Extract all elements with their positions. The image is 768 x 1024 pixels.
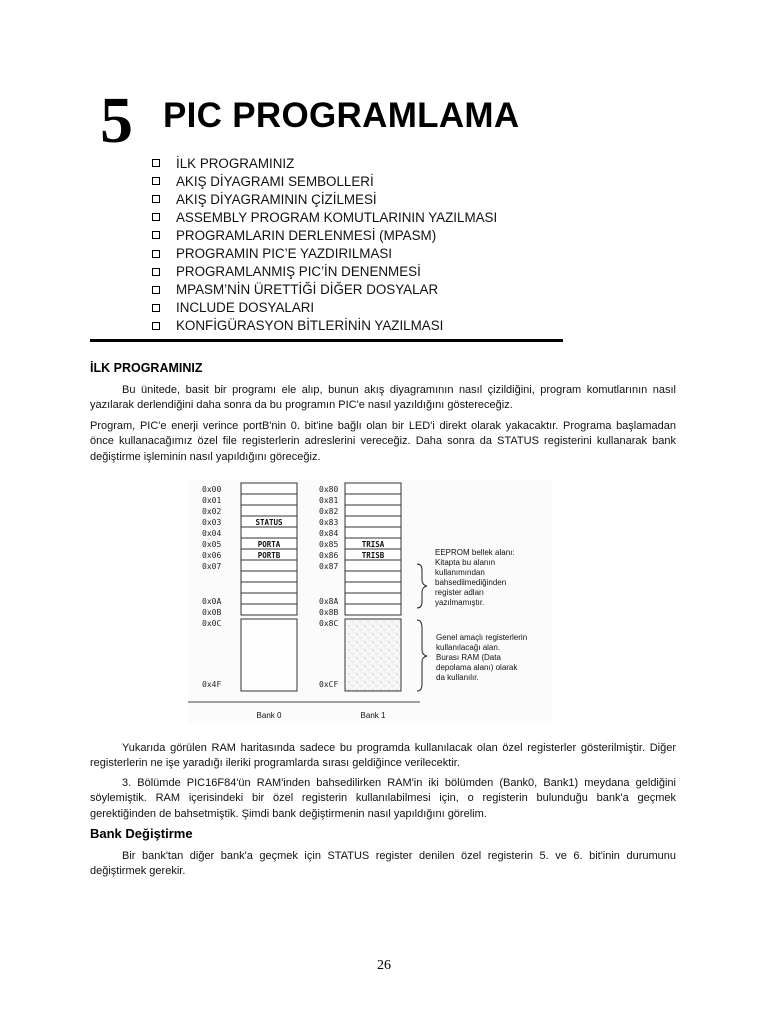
general-note-line: kullanılacağı alan.: [436, 643, 501, 652]
section-heading-bank-degistirme: Bank Değiştirme: [90, 826, 193, 841]
toc-item-label: PROGRAMLANMIŞ PIC’İN DENENMESİ: [176, 264, 421, 280]
bank0-register-cell: [241, 582, 297, 593]
ram-map-figure: [188, 480, 552, 723]
toc-item-label: KONFİGÜRASYON BİTLERİNİN YAZILMASI: [176, 318, 444, 334]
paragraph-ram-map: [90, 741, 676, 772]
register-portb: PORTB: [257, 551, 281, 560]
eeprom-note-line: register adları: [435, 588, 484, 597]
bank1-address: 0x87: [319, 562, 339, 571]
checkbox-bullet-icon: [152, 286, 160, 294]
paragraph-bank-switch-text: Bir bank'tan diğer bank'a geçmek için STATUS register denilen özel registerin 5. ve 6. bit'inin durumunu değiştirmek gerekir.: [90, 850, 676, 878]
general-note-line: Genel amaçlı registerlerin: [436, 633, 528, 642]
bank0-register-cell: [241, 494, 297, 505]
eeprom-note-line: Kitapta bu alanın: [435, 558, 496, 567]
register-porta: PORTA: [257, 540, 281, 549]
checkbox-bullet-icon: [152, 159, 160, 167]
bank0-register-cell: [241, 505, 297, 516]
chapter-title: PIC PROGRAMLAMA: [163, 96, 520, 135]
bank0-address: 0x06: [202, 551, 222, 560]
bank0-register-cell: [241, 604, 297, 615]
register-status: STATUS: [255, 518, 283, 527]
bank0-register-cell: [241, 560, 297, 571]
section-heading-ilk-programiniz: İLK PROGRAMINIZ: [90, 361, 203, 375]
bank1-register-cell: [345, 560, 401, 571]
toc-item: [152, 154, 497, 172]
bank1-address: 0x84: [319, 529, 339, 538]
bank0-address: 0x0B: [202, 608, 222, 617]
checkbox-bullet-icon: [152, 195, 160, 203]
toc-item-label: INCLUDE DOSYALARI: [176, 300, 315, 316]
toc-item-label: İLK PROGRAMINIZ: [176, 155, 295, 171]
bank0-address: 0x0A: [202, 597, 222, 606]
eeprom-note-line: bahsedilmediğinden: [435, 578, 507, 587]
toc-item: [152, 299, 497, 317]
bank0-address: 0x02: [202, 507, 222, 516]
checkbox-bullet-icon: [152, 304, 160, 312]
general-note-line: depolama alanı) olarak: [436, 663, 518, 672]
bank0-label: Bank 0: [256, 711, 282, 720]
checkbox-bullet-icon: [152, 268, 160, 276]
paragraph-intro-text: Bu ünitede, basit bir programı ele alıp, bunun akış diyagramının nasıl çizildiğini, program komutlarının nasıl yazılarak derlendiğini daha sonra da bu programın PIC'e nasıl yazıldığını göstereceğiz.: [90, 384, 676, 412]
bank1-register-cell: [345, 527, 401, 538]
bank1-general-purpose-area: [345, 619, 401, 691]
bank0-address: 0x07: [202, 562, 222, 571]
toc-item-label: PROGRAMIN PIC’E YAZDIRILMASI: [176, 246, 393, 262]
bank1-register-cell: [345, 516, 401, 527]
chapter-contents-list: [152, 154, 497, 335]
bank0-address: 0x00: [202, 485, 222, 494]
toc-item: [152, 172, 497, 190]
bank1-address: 0x80: [319, 485, 339, 494]
bank1-register-cell: [345, 571, 401, 582]
bank0-address: 0x05: [202, 540, 222, 549]
bank1-register-cell: [345, 604, 401, 615]
eeprom-note-line: EEPROM bellek alanı:: [435, 548, 515, 557]
checkbox-bullet-icon: [152, 213, 160, 221]
toc-item: [152, 244, 497, 262]
paragraph-intro: [90, 383, 676, 414]
register-trisb: TRISB: [361, 551, 385, 560]
bank0-register-cell: [241, 571, 297, 582]
bank1-address: 0x85: [319, 540, 339, 549]
bank0-general-purpose-area: [241, 619, 297, 691]
bank1-address: 0x8A: [319, 597, 339, 606]
bank1-address: 0x82: [319, 507, 339, 516]
toc-item: [152, 317, 497, 335]
paragraph-bank-background-text: 3. Bölümde PIC16F84'ün RAM'inden bahsedilirken RAM'in iki bölümden (Bank0, Bank1) meydana geldiğini söylemiştik. RAM içerisindeki bir özel registerin kullanılabilmesi için, o registerin bulunduğu bank'a geçmek gerektiğinden de bahsetmiştik. Şimdi bank değiştirmenin nasıl yapıldığını görelim.: [90, 777, 676, 820]
bank0-register-cell: [241, 527, 297, 538]
toc-item: [152, 208, 497, 226]
toc-item: [152, 281, 497, 299]
paragraph-program-text: Program, PIC'e enerji verince portB'nin 0. bit'ine bağlı olan bir LED'i direkt olarak yakacaktır. Programa başlamadan önce kullanacağımız özel file registerlerin adreslerini vereceğiz. Daha sonra da STATUS registerini kullanarak bank değiştirme işleminin nasıl yapıldığını göreceğiz.: [90, 420, 676, 463]
toc-item: [152, 263, 497, 281]
bank1-address: 0x8B: [319, 608, 339, 617]
paragraph-bank-switch: [90, 849, 676, 880]
toc-item-label: AKIŞ DİYAGRAMININ ÇİZİLMESİ: [176, 191, 377, 207]
bank1-address: 0x81: [319, 496, 339, 505]
bank1-register-rows: [345, 483, 401, 615]
checkbox-bullet-icon: [152, 322, 160, 330]
bank1-address: 0x8C: [319, 619, 339, 628]
register-trisa: TRISA: [361, 540, 385, 549]
paragraph-ram-map-text: Yukarıda görülen RAM haritasında sadece bu programda kullanılacak olan özel registerler gösterilmiştir. Diğer registerlerin ne işe yaradığı ileriki programlarda sırası geldiğince verilecektir.: [90, 742, 676, 770]
toc-item-label: PROGRAMLARIN DERLENMESİ (MPASM): [176, 227, 437, 243]
bank1-register-cell: [345, 593, 401, 604]
toc-item-label: MPASM’NİN ÜRETTİĞİ DİĞER DOSYALAR: [176, 282, 439, 298]
bank0-address: 0x4F: [202, 680, 222, 689]
bank0-register-cell: [241, 593, 297, 604]
eeprom-note-line: yazılmamıştır.: [435, 598, 485, 607]
paragraph-bank-background: [90, 776, 676, 822]
checkbox-bullet-icon: [152, 231, 160, 239]
toc-item-label: ASSEMBLY PROGRAM KOMUTLARININ YAZILMASI: [176, 209, 498, 225]
bank0-register-rows: [241, 483, 297, 615]
bank0-address: 0x03: [202, 518, 222, 527]
bank1-address: 0x83: [319, 518, 339, 527]
paragraph-program-description: [90, 419, 676, 465]
bank1-address: 0x86: [319, 551, 339, 560]
eeprom-note-line: kullanımından: [435, 568, 485, 577]
toc-item-label: AKIŞ DİYAGRAMI SEMBOLLERİ: [176, 173, 374, 189]
bank0-register-cell: [241, 483, 297, 494]
page-number: 26: [377, 958, 391, 973]
bank1-label: Bank 1: [360, 711, 386, 720]
toc-item: [152, 190, 497, 208]
bank1-register-cell: [345, 483, 401, 494]
bank1-register-cell: [345, 494, 401, 505]
chapter-number: 5: [100, 84, 133, 157]
checkbox-bullet-icon: [152, 250, 160, 258]
general-note-line: Burası RAM (Data: [436, 653, 501, 662]
section-divider: [90, 339, 563, 342]
bank0-address: 0x0C: [202, 619, 222, 628]
bank0-address: 0x04: [202, 529, 222, 538]
bank1-register-cell: [345, 505, 401, 516]
bank1-register-cell: [345, 582, 401, 593]
general-note-line: da kullanılır.: [436, 673, 479, 682]
bank0-address: 0x01: [202, 496, 222, 505]
toc-item: [152, 226, 497, 244]
checkbox-bullet-icon: [152, 177, 160, 185]
bank1-address: 0xCF: [319, 680, 339, 689]
